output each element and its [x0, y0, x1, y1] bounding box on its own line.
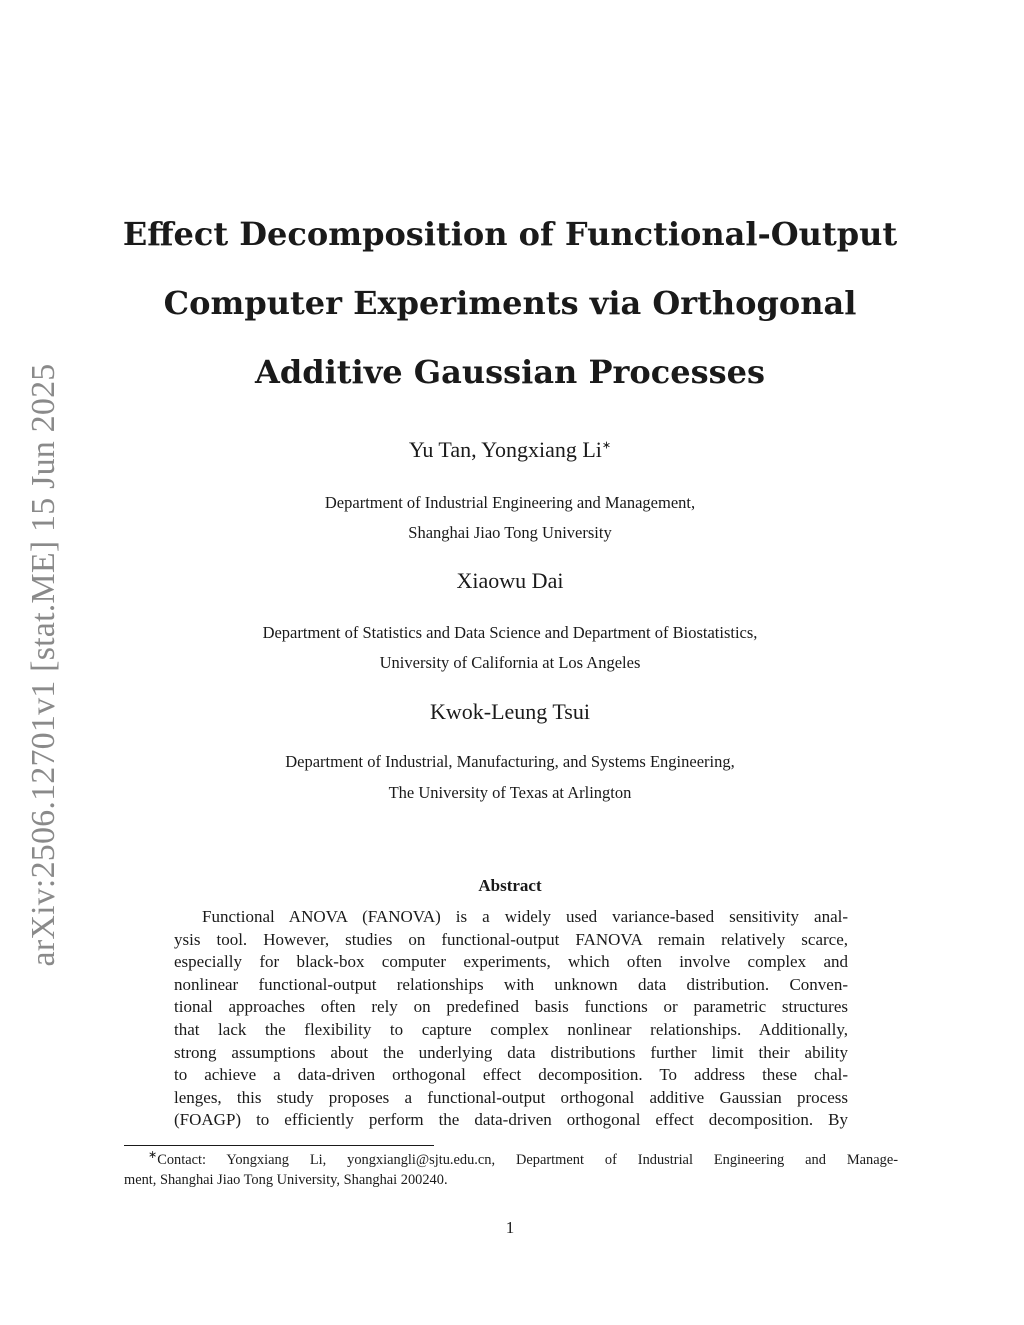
affiliation-line: The University of Texas at Arlington [388, 783, 632, 802]
author-name-3: Kwok-Leung Tsui [430, 699, 590, 724]
author-name-2: Xiaowu Dai [456, 568, 564, 593]
page-number: 1 [505, 1218, 515, 1237]
footnote-line [124, 1150, 898, 1170]
affiliation-line: University of California at Los Angeles [379, 653, 641, 672]
abstract-line: that lack the flexibility to capture complex nonlinear relationships. Additionally, [174, 1019, 848, 1039]
abstract-line: tional approaches often rely on predefined basis functions or parametric structures [174, 997, 848, 1017]
abstract-line: Functional ANOVA (FANOVA) is a widely used variance-based sensitivity anal- [202, 907, 848, 926]
affiliation-line: Department of Industrial, Manufacturing, and Systems Engineering, [285, 752, 735, 771]
author-names-1: Yu Tan, Yongxiang Li∗ [408, 437, 612, 462]
abstract-line: to achieve a data-driven orthogonal effect decomposition. To address these chal- [174, 1065, 848, 1085]
title-line: Computer Experiments via Orthogonal [163, 284, 857, 322]
abstract-line: especially for black-box computer experiments, which often involve complex and [174, 952, 848, 972]
abstract-body [174, 906, 848, 1132]
abstract-heading: Abstract [478, 876, 542, 895]
title-line: Additive Gaussian Processes [255, 353, 765, 391]
affiliation-line: Department of Statistics and Data Science and Department of Biostatistics, [262, 623, 758, 642]
footnote-line: ment, Shanghai Jiao Tong University, Shanghai 200240. [124, 1172, 448, 1188]
footnote-contact-text: Contact: Yongxiang Li, yongxiangli@sjtu.edu.cn, Department of Industrial Engineering and Manage- [157, 1152, 898, 1168]
footnote-divider [124, 1145, 434, 1146]
affiliation-line: Department of Industrial Engineering and Management, [324, 493, 696, 512]
abstract-line: ysis tool. However, studies on functional-output FANOVA remain relatively scarce, [174, 929, 848, 949]
footnote-marker[interactable]: ∗ [601, 439, 612, 452]
title-line: Effect Decomposition of Functional-Output [122, 215, 898, 253]
affiliation-line: Shanghai Jiao Tong University [408, 523, 612, 542]
arxiv-identifier-stamp: arXiv:2506.12701v1 [stat.ME] 15 Jun 2025 [25, 363, 62, 967]
footnote-marker: ∗ [148, 1150, 158, 1162]
abstract-line: strong assumptions about the underlying data distributions further limit their ability [174, 1042, 848, 1062]
footnote [124, 1150, 898, 1190]
abstract-line: nonlinear functional-output relationships with unknown data distribution. Conven- [174, 974, 848, 994]
paper-title [110, 200, 910, 407]
abstract-line: lenges, this study proposes a functional-output orthogonal additive Gaussian process [174, 1087, 848, 1107]
abstract-line: (FOAGP) to efficiently perform the data-driven orthogonal effect decomposition. By [174, 1110, 848, 1130]
